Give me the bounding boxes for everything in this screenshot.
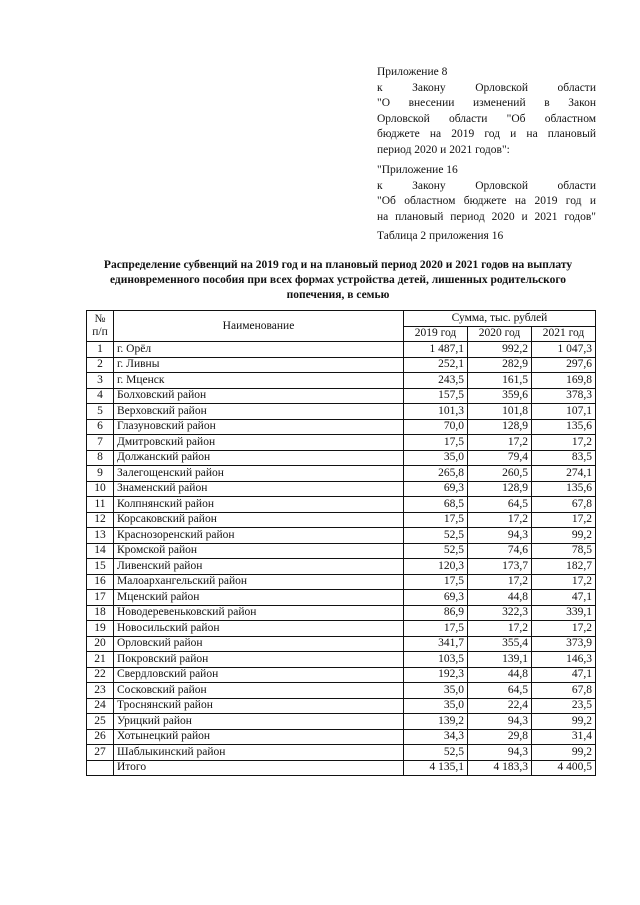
value-2020: 94,3 (468, 745, 532, 761)
value-2021: 67,8 (532, 683, 596, 699)
district-name: Малоархангельский район (114, 574, 404, 590)
value-2021: 378,3 (532, 388, 596, 404)
header-year-2021: 2021 год (532, 326, 596, 342)
district-name: Троснянский район (114, 698, 404, 714)
row-number: 7 (87, 435, 114, 451)
value-2019: 52,5 (404, 745, 468, 761)
value-2021: 47,1 (532, 590, 596, 606)
district-name: Хотынецкий район (114, 729, 404, 745)
value-2021: 83,5 (532, 450, 596, 466)
value-2020: 79,4 (468, 450, 532, 466)
table-row (87, 373, 596, 389)
total-number-cell (87, 760, 114, 776)
value-2020: 44,8 (468, 667, 532, 683)
header-year-2019: 2019 год (404, 326, 468, 342)
district-name: Мценский район (114, 590, 404, 606)
table-row (87, 357, 596, 373)
value-2020: 101,8 (468, 404, 532, 420)
value-2020: 128,9 (468, 419, 532, 435)
district-name: Корсаковский район (114, 512, 404, 528)
value-2021: 17,2 (532, 574, 596, 590)
row-number: 5 (87, 404, 114, 420)
value-2020: 44,8 (468, 590, 532, 606)
total-2019: 4 135,1 (404, 760, 468, 776)
total-2020: 4 183,3 (468, 760, 532, 776)
row-number: 1 (87, 342, 114, 358)
value-2019: 35,0 (404, 698, 468, 714)
value-2021: 107,1 (532, 404, 596, 420)
row-number: 3 (87, 373, 114, 389)
value-2019: 1 487,1 (404, 342, 468, 358)
district-name: Знаменский район (114, 481, 404, 497)
row-number: 10 (87, 481, 114, 497)
value-2019: 35,0 (404, 450, 468, 466)
value-2021: 297,6 (532, 357, 596, 373)
table-row (87, 404, 596, 420)
district-name: г. Ливны (114, 357, 404, 373)
subsidy-table (86, 310, 596, 776)
district-name: Сосковский район (114, 683, 404, 699)
value-2020: 139,1 (468, 652, 532, 668)
row-number: 11 (87, 497, 114, 513)
district-name: Урицкий район (114, 714, 404, 730)
document-title: Распределение субвенций на 2019 год и на плановый период 2020 и 2021 годов на выплату единовременного пособия при всех формах устройства детей, лишенных родительского попечения, в семью (103, 259, 573, 301)
table-row (87, 497, 596, 513)
table-row (87, 698, 596, 714)
value-2019: 52,5 (404, 543, 468, 559)
value-2019: 120,3 (404, 559, 468, 575)
value-2019: 86,9 (404, 605, 468, 621)
district-name: Покровский район (114, 652, 404, 668)
table-row (87, 605, 596, 621)
value-2019: 17,5 (404, 621, 468, 637)
value-2020: 29,8 (468, 729, 532, 745)
district-name: Дмитровский район (114, 435, 404, 451)
value-2019: 17,5 (404, 435, 468, 451)
table-row (87, 636, 596, 652)
appendix-8-reference (377, 65, 596, 158)
value-2019: 265,8 (404, 466, 468, 482)
row-number: 8 (87, 450, 114, 466)
table-row (87, 745, 596, 761)
row-number: 6 (87, 419, 114, 435)
value-2020: 64,5 (468, 683, 532, 699)
table-row (87, 683, 596, 699)
value-2021: 23,5 (532, 698, 596, 714)
header-number-symbol: № (94, 313, 106, 325)
table-row (87, 481, 596, 497)
row-number: 18 (87, 605, 114, 621)
value-2021: 78,5 (532, 543, 596, 559)
row-number: 19 (87, 621, 114, 637)
value-2020: 282,9 (468, 357, 532, 373)
value-2019: 139,2 (404, 714, 468, 730)
table-row (87, 450, 596, 466)
value-2019: 70,0 (404, 419, 468, 435)
district-name: г. Орёл (114, 342, 404, 358)
appendix-8-line: Орловской области "Об областном (377, 112, 596, 125)
district-name: Новодеревеньковский район (114, 605, 404, 621)
value-2019: 52,5 (404, 528, 468, 544)
district-name: Шаблыкинский район (114, 745, 404, 761)
value-2019: 68,5 (404, 497, 468, 513)
row-number: 2 (87, 357, 114, 373)
value-2019: 243,5 (404, 373, 468, 389)
value-2021: 1 047,3 (532, 342, 596, 358)
appendix-8-line: бюджете на 2019 год и на плановый (377, 128, 596, 140)
value-2021: 99,2 (532, 745, 596, 761)
table-row (87, 466, 596, 482)
value-2021: 146,3 (532, 652, 596, 668)
appendix-8-line: Приложение 8 (377, 66, 448, 78)
total-2021: 4 400,5 (532, 760, 596, 776)
value-2021: 135,6 (532, 481, 596, 497)
value-2021: 47,1 (532, 667, 596, 683)
value-2020: 260,5 (468, 466, 532, 482)
value-2020: 17,2 (468, 574, 532, 590)
appendix-16-line: "Приложение 16 (377, 164, 458, 176)
value-2019: 157,5 (404, 388, 468, 404)
row-number: 23 (87, 683, 114, 699)
value-2020: 74,6 (468, 543, 532, 559)
header-number-abbr: п/п (92, 326, 108, 338)
table-row (87, 621, 596, 637)
value-2019: 34,3 (404, 729, 468, 745)
row-number: 27 (87, 745, 114, 761)
appendix-16-line: к Закону Орловской области (377, 179, 596, 192)
table-row (87, 652, 596, 668)
table-row (87, 729, 596, 745)
value-2019: 17,5 (404, 574, 468, 590)
row-number: 20 (87, 636, 114, 652)
value-2021: 17,2 (532, 621, 596, 637)
header-sum: Сумма, тыс. рублей (404, 311, 596, 327)
table-row (87, 574, 596, 590)
table-row (87, 528, 596, 544)
total-label: Итого (114, 760, 404, 776)
value-2020: 17,2 (468, 512, 532, 528)
row-number: 16 (87, 574, 114, 590)
row-number: 17 (87, 590, 114, 606)
value-2020: 322,3 (468, 605, 532, 621)
table-row (87, 435, 596, 451)
value-2019: 252,1 (404, 357, 468, 373)
value-2020: 17,2 (468, 435, 532, 451)
value-2021: 17,2 (532, 512, 596, 528)
row-number: 4 (87, 388, 114, 404)
district-name: Болховский район (114, 388, 404, 404)
row-number: 21 (87, 652, 114, 668)
value-2020: 355,4 (468, 636, 532, 652)
value-2019: 101,3 (404, 404, 468, 420)
value-2020: 17,2 (468, 621, 532, 637)
row-number: 14 (87, 543, 114, 559)
appendix-8-line: период 2020 и 2021 годов": (377, 143, 510, 156)
row-number: 22 (87, 667, 114, 683)
value-2021: 67,8 (532, 497, 596, 513)
district-name: Кромской район (114, 543, 404, 559)
value-2020: 64,5 (468, 497, 532, 513)
row-number: 15 (87, 559, 114, 575)
value-2019: 69,3 (404, 590, 468, 606)
value-2020: 359,6 (468, 388, 532, 404)
row-number: 13 (87, 528, 114, 544)
row-number: 12 (87, 512, 114, 528)
district-name: г. Мценск (114, 373, 404, 389)
value-2020: 161,5 (468, 373, 532, 389)
district-name: Свердловский район (114, 667, 404, 683)
value-2019: 69,3 (404, 481, 468, 497)
header-name: Наименование (114, 311, 404, 342)
value-2021: 99,2 (532, 528, 596, 544)
table-row (87, 342, 596, 358)
value-2020: 173,7 (468, 559, 532, 575)
value-2021: 17,2 (532, 435, 596, 451)
appendix-16-reference (377, 163, 596, 225)
district-name: Ливенский район (114, 559, 404, 575)
row-number: 24 (87, 698, 114, 714)
value-2019: 192,3 (404, 667, 468, 683)
value-2019: 17,5 (404, 512, 468, 528)
table-row (87, 512, 596, 528)
row-number: 9 (87, 466, 114, 482)
value-2020: 128,9 (468, 481, 532, 497)
table-row (87, 714, 596, 730)
value-2019: 35,0 (404, 683, 468, 699)
value-2021: 135,6 (532, 419, 596, 435)
value-2020: 94,3 (468, 714, 532, 730)
appendix-8-line: к Закону Орловской области (377, 81, 596, 94)
value-2021: 373,9 (532, 636, 596, 652)
value-2021: 274,1 (532, 466, 596, 482)
table-row (87, 419, 596, 435)
district-name: Залегощенский район (114, 466, 404, 482)
table-row (87, 559, 596, 575)
value-2019: 103,5 (404, 652, 468, 668)
table-row (87, 590, 596, 606)
district-name: Орловский район (114, 636, 404, 652)
district-name: Верховский район (114, 404, 404, 420)
table-row (87, 667, 596, 683)
value-2020: 94,3 (468, 528, 532, 544)
value-2021: 99,2 (532, 714, 596, 730)
district-name: Глазуновский район (114, 419, 404, 435)
value-2021: 31,4 (532, 729, 596, 745)
table-row (87, 543, 596, 559)
value-2020: 22,4 (468, 698, 532, 714)
district-name: Колпнянский район (114, 497, 404, 513)
district-name: Новосильский район (114, 621, 404, 637)
appendix-16-line: "Об областном бюджете на 2019 год и (377, 195, 596, 207)
row-number: 26 (87, 729, 114, 745)
table-row (87, 388, 596, 404)
district-name: Должанский район (114, 450, 404, 466)
header-year-2020: 2020 год (468, 326, 532, 342)
district-name: Краснозоренский район (114, 528, 404, 544)
appendix-8-line: "О внесении изменений в Закон (377, 97, 596, 109)
appendix-16-line: на плановый период 2020 и 2021 годов" (377, 210, 596, 223)
total-row (87, 760, 596, 776)
value-2021: 182,7 (532, 559, 596, 575)
value-2019: 341,7 (404, 636, 468, 652)
value-2021: 169,8 (532, 373, 596, 389)
value-2021: 339,1 (532, 605, 596, 621)
table-body (87, 342, 596, 761)
row-number: 25 (87, 714, 114, 730)
value-2020: 992,2 (468, 342, 532, 358)
header-number (87, 311, 114, 342)
table-reference: Таблица 2 приложения 16 (377, 230, 504, 242)
